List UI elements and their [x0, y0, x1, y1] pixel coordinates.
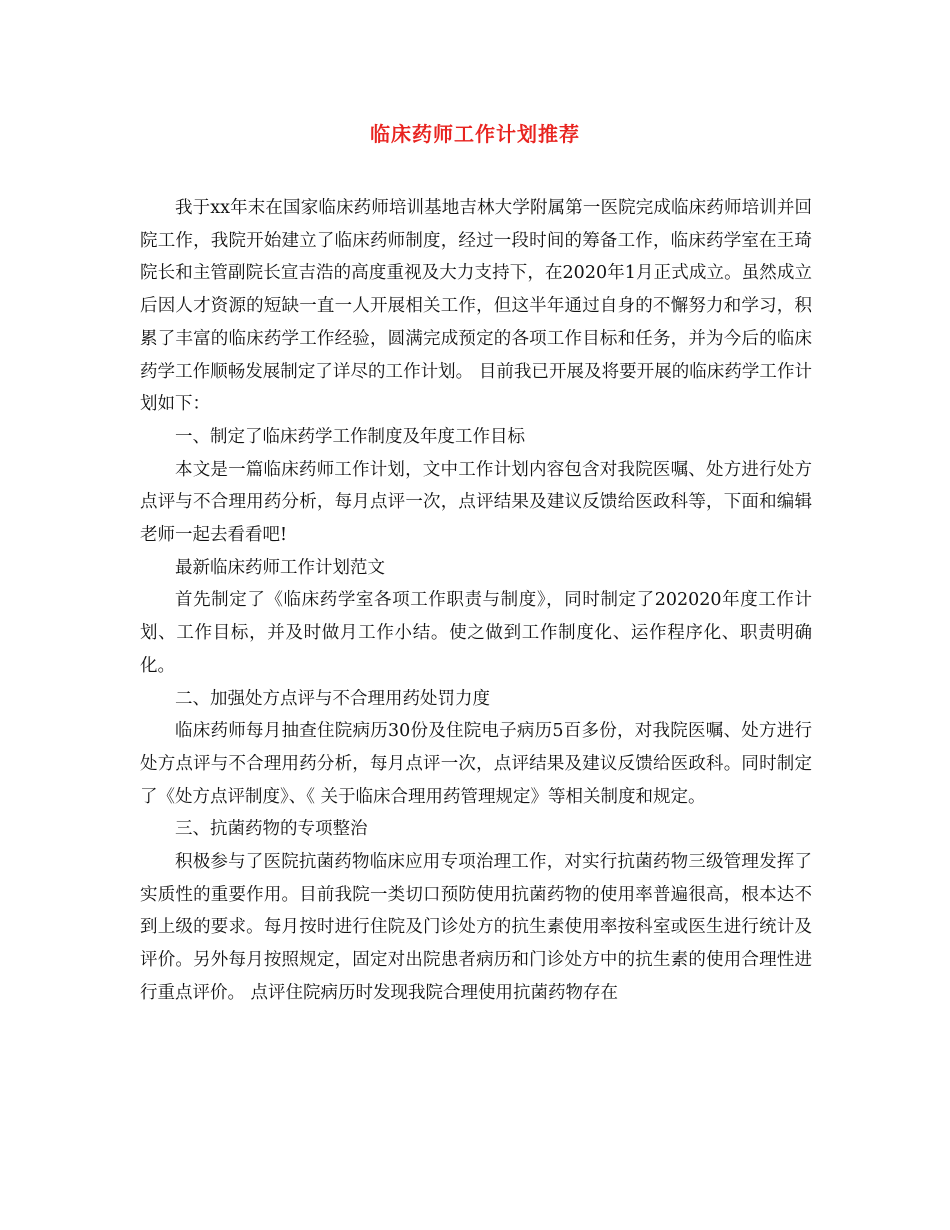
subheading-latest-plan: 最新临床药师工作计划范文 — [175, 557, 385, 578]
paragraph-intro: 我于xx年末在国家临床药师培训基地吉林大学附属第一医院完成临床药师培训并回院工作，我院开始建立了临床药师制度，经过一段时间的筹备工作，临床药学室在王琦院长和主管副院长宣吉浩的高度重视及大力支持下，在2020年1月正式成立。虽然成立后因人才资源的短缺一直一人开展相关工作，但这半年通过自身的不懈努力和学习，积累了丰富的临床药学工作经验，圆满完成预定的各项工作目标和任务，并为今后的临床药学工作顺畅发展制定了详尽的工作计划。 目前我已开展及将要开展的临床药学工作计划如下： — [140, 198, 812, 415]
document-body — [140, 192, 812, 1010]
section-heading-3: 三、抗菌药物的专项整治 — [175, 819, 368, 840]
paragraph-prescription-review: 临床药师每月抽查住院病历30份及住院电子病历5百多份，对我院医嘱、处方进行处方点评与不合理用药分析，每月点评一次，点评结果及建议反馈给医政科。同时制定了《处方点评制度》、《 关于临床合理用药管理规定》等相关制度和规定。 — [140, 721, 812, 807]
paragraph-antibiotics: 积极参与了医院抗菌药物临床应用专项治理工作，对实行抗菌药物三级管理发挥了实质性的重要作用。目前我院一类切口预防使用抗菌药物的使用率普遍很高，根本达不到上级的要求。每月按时进行住院及门诊处方的抗生素使用率按科室或医生进行统计及评价。另外每月按照规定，固定对出院患者病历和门诊处方中的抗生素的使用合理性进行重点评价。 点评住院病历时发现我院合理使用抗菌药物存在 — [140, 852, 812, 1003]
section-heading-2: 二、加强处方点评与不合理用药处罚力度 — [175, 688, 490, 709]
section-heading-1: 一、制定了临床药学工作制度及年度工作目标 — [175, 426, 525, 447]
paragraph-rules: 首先制定了《临床药学室各项工作职责与制度》，同时制定了202020年度工作计划、工作目标，并及时做月工作小结。使之做到工作制度化、运作程序化、职责明确化。 — [140, 590, 812, 676]
document-title: 临床药师工作计划推荐 — [370, 122, 580, 146]
paragraph-summary: 本文是一篇临床药师工作计划，文中工作计划内容包含对我院医嘱、处方进行处方点评与不合理用药分析，每月点评一次，点评结果及建议反馈给医政科等，下面和编辑老师一起去看看吧! — [140, 459, 812, 546]
